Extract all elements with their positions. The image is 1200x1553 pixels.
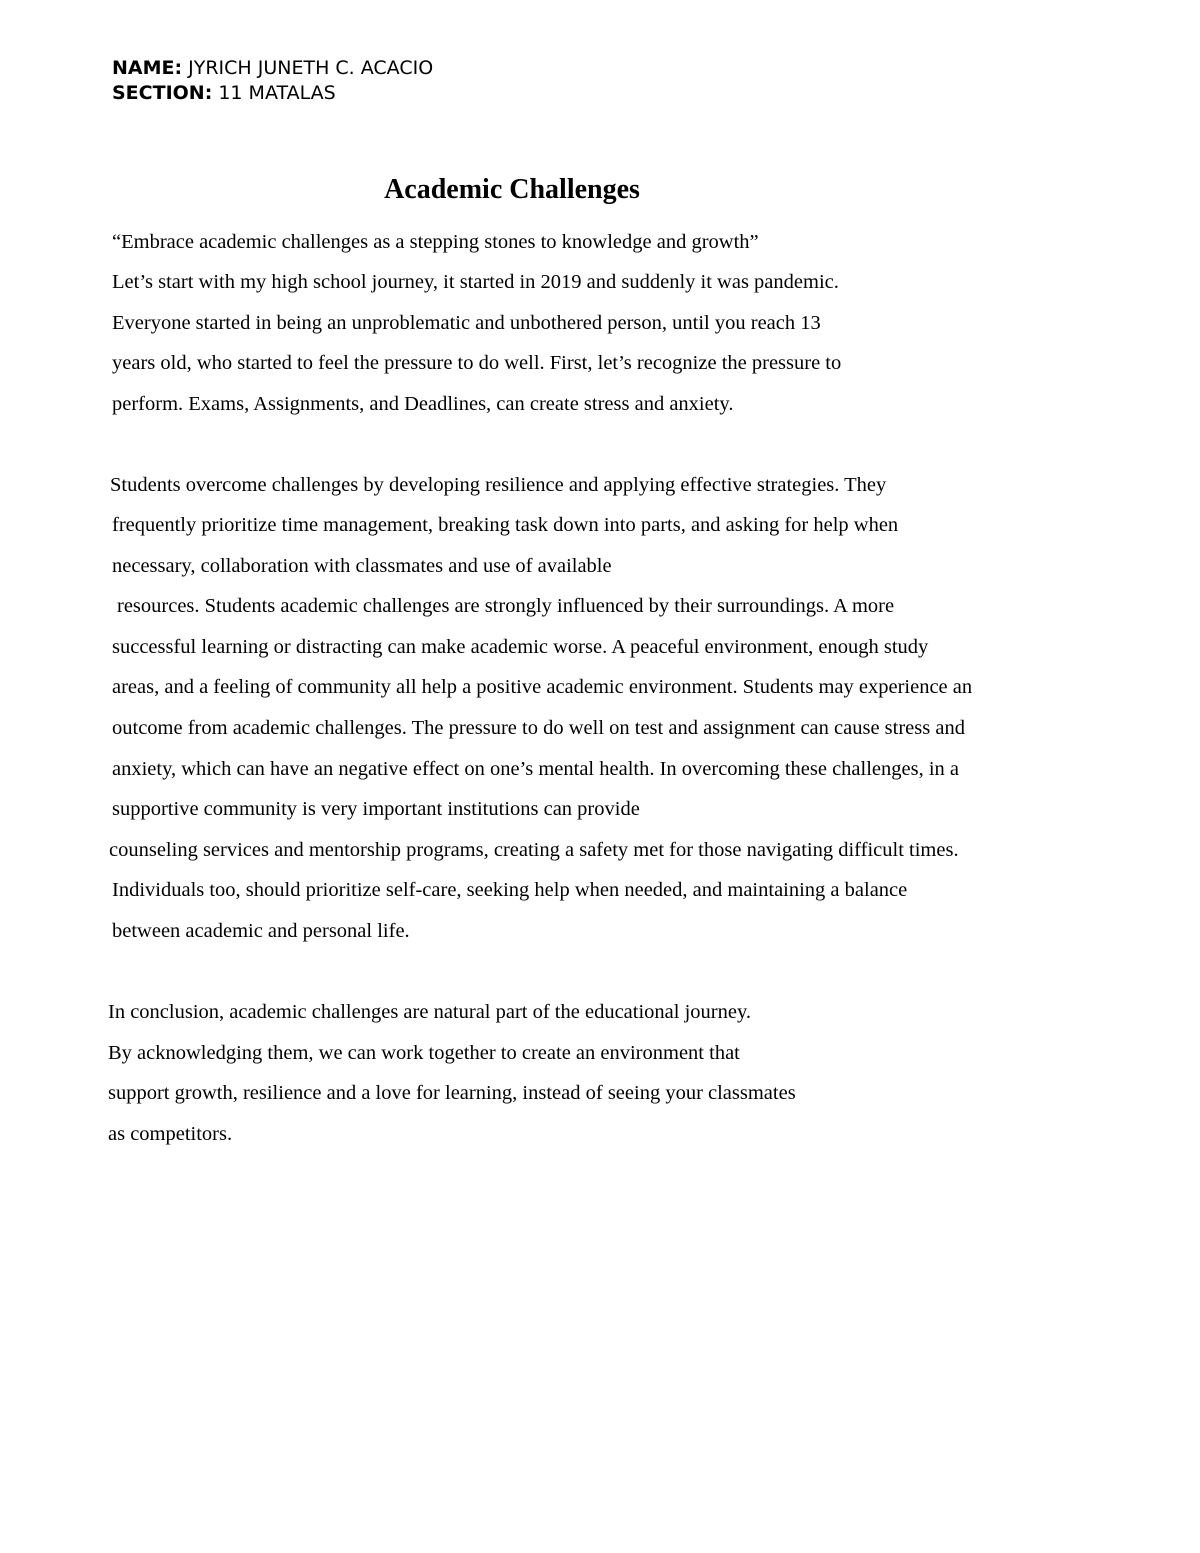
paragraph2-line: counseling services and mentorship programs, creating a safety met for those navigating difficult times. bbox=[109, 839, 959, 861]
paragraph1-line: Let’s start with my high school journey, it started in 2019 and suddenly it was pandemic. bbox=[112, 271, 839, 293]
name-label: NAME: bbox=[112, 57, 183, 79]
paragraph2-line: between academic and personal life. bbox=[112, 920, 410, 942]
paragraph2-line: supportive community is very important institutions can provide bbox=[112, 798, 640, 820]
name-value: JYRICH JUNETH C. ACACIO bbox=[182, 57, 434, 79]
paragraph2-line: necessary, collaboration with classmates and use of available bbox=[112, 555, 612, 577]
section-value: 11 MATALAS bbox=[212, 82, 336, 104]
paragraph3-line: support growth, resilience and a love for learning, instead of seeing your classmates bbox=[108, 1082, 796, 1104]
paragraph2-line: outcome from academic challenges. The pressure to do well on test and assignment can cause stress and bbox=[112, 717, 965, 739]
paragraph3-line: as competitors. bbox=[108, 1123, 233, 1145]
section-line bbox=[112, 81, 433, 106]
quote-line: “Embrace academic challenges as a stepping stones to knowledge and growth” bbox=[112, 231, 759, 253]
paragraph2-line: frequently prioritize time management, breaking task down into parts, and asking for help when bbox=[112, 514, 899, 536]
paragraph2-line: areas, and a feeling of community all help a positive academic environment. Students may experience an bbox=[112, 676, 973, 698]
paragraph2-line: anxiety, which can have an negative effect on one’s mental health. In overcoming these challenges, in a bbox=[112, 758, 960, 780]
paragraph1-line: years old, who started to feel the pressure to do well. First, let’s recognize the pressure to bbox=[112, 352, 842, 374]
essay-title: Academic Challenges bbox=[384, 174, 640, 205]
paragraph2-line: Students overcome challenges by developing resilience and applying effective strategies. They bbox=[110, 474, 887, 496]
paragraph3-line: In conclusion, academic challenges are natural part of the educational journey. bbox=[108, 1001, 751, 1023]
paragraph2-line: successful learning or distracting can make academic worse. A peaceful environment, enough study bbox=[112, 636, 929, 658]
paragraph2-line: Individuals too, should prioritize self-care, seeking help when needed, and maintaining a balance bbox=[112, 879, 908, 901]
section-label: SECTION: bbox=[112, 82, 213, 104]
paragraph2-line: resources. Students academic challenges are strongly influenced by their surroundings. A more bbox=[117, 595, 895, 617]
student-info bbox=[112, 56, 433, 106]
paragraph1-line: perform. Exams, Assignments, and Deadlines, can create stress and anxiety. bbox=[112, 393, 734, 415]
paragraph1-line: Everyone started in being an unproblematic and unbothered person, until you reach 13 bbox=[112, 312, 821, 334]
paragraph3-line: By acknowledging them, we can work together to create an environment that bbox=[108, 1042, 740, 1064]
name-line bbox=[112, 56, 433, 81]
